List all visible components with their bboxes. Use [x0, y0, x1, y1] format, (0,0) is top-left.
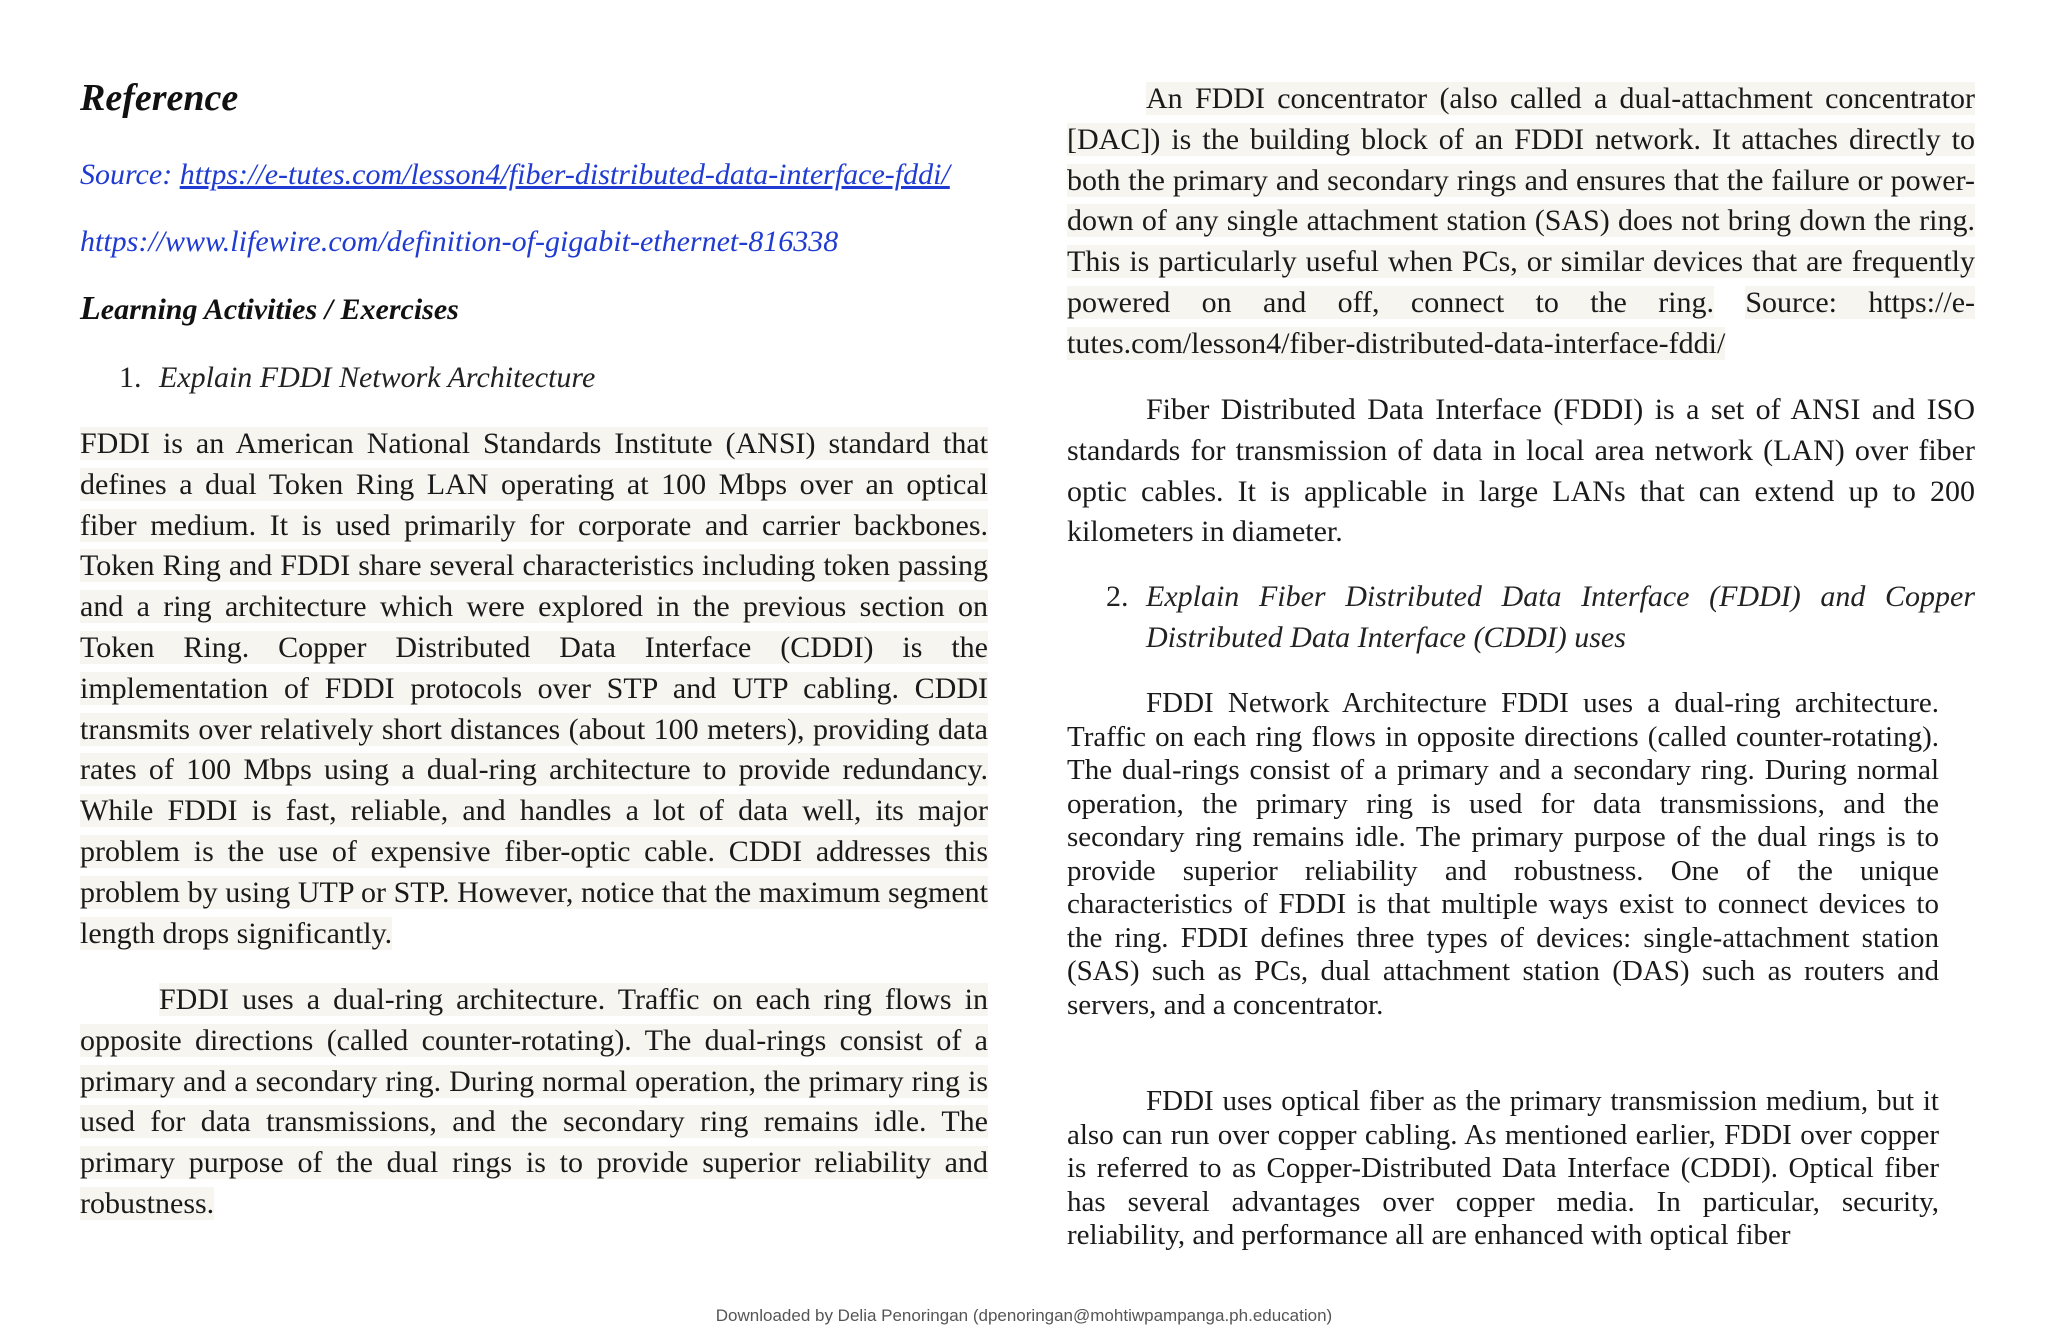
- paragraph-concentrator-source: Source: https://e-tutes.com/lesson4/fiber-distributed-data-interface-fddi/: [1067, 285, 1975, 360]
- exercise-text-2: Explain Fiber Distributed Data Interface (FDDI) and Copper Distributed Data Interface (CDDI) uses: [1146, 580, 1975, 654]
- paragraph-fddi-standard: [80, 424, 988, 954]
- paragraph-fddi-definition: Fiber Distributed Data Interface (FDDI) is a set of ANSI and ISO standards for transmission of data in local area network (LAN) over fiber optic cables. It is applicable in large LANs that can extend up to 200 kilometers in diameter.: [1067, 393, 1975, 549]
- activities-heading-initial: L: [80, 290, 101, 327]
- source-line: [80, 158, 950, 192]
- source-prefix: Source:: [80, 158, 180, 191]
- exercise-item-1: [119, 358, 979, 399]
- paragraph-network-architecture: FDDI Network Architecture FDDI uses a dual-ring architecture. Traffic on each ring flows in opposite directions (called counter-rotating). The dual-rings consist of a primary and a secondary ring. During normal operation, the primary ring is used for data transmissions, and the secondary ring remains idle. The primary purpose of the dual rings is to provide superior reliability and robustness. One of the unique characteristics of FDDI is that multiple ways exist to connect devices to the ring. FDDI defines three types of devices: single-attachment station (SAS) such as PCs, dual attachment station (DAS) such as routers and servers, and a concentrator.: [1067, 687, 1939, 1021]
- exercise-text-1: Explain FDDI Network Architecture: [159, 361, 596, 394]
- reference-heading: Reference: [80, 77, 239, 119]
- paragraph-dual-ring-text: FDDI uses a dual-ring architecture. Traffic on each ring flows in opposite directions (called counter-rotating). The dual-rings consist of a primary and a secondary ring. During normal operation, the primary ring is used for data transmissions, and the secondary ring remains idle. The primary purpose of the dual rings is to provide superior reliability and robustness.: [80, 983, 988, 1220]
- exercise-number-1: 1.: [119, 361, 142, 394]
- exercise-item-2: [1106, 577, 1975, 659]
- activities-heading: [80, 290, 459, 328]
- paragraph-dual-ring: [80, 980, 988, 1225]
- source-link[interactable]: https://e-tutes.com/lesson4/fiber-distributed-data-interface-fddi/: [179, 158, 950, 191]
- paragraph-fddi-standard-text: FDDI is an American National Standards Institute (ANSI) standard that defines a dual Token Ring LAN operating at 100 Mbps over an optical fiber medium. It is used primarily for corporate and carrier backbones. Token Ring and FDDI share several characteristics including token passing and a ring architecture which were explored in the previous section on Token Ring. Copper Distributed Data Interface (CDDI) is the implementation of FDDI protocols over STP and UTP cabling. CDDI transmits over relatively short distances (about 100 meters), providing data rates of 100 Mbps using a dual-ring architecture to provide redundancy. While FDDI is fast, reliable, and handles a lot of data well, its major problem is the use of expensive fiber-optic cable. CDDI addresses this problem by using UTP or STP. However, notice that the maximum segment length drops significantly.: [80, 427, 988, 950]
- paragraph-concentrator: [1067, 79, 1975, 365]
- activities-heading-rest: earning Activities / Exercises: [100, 293, 459, 326]
- paragraph-optical-fiber: FDDI uses optical fiber as the primary transmission medium, but it also can run over copper cabling. As mentioned earlier, FDDI over copper is referred to as Copper-Distributed Data Interface (CDDI). Optical fiber has several advantages over copper media. In particular, security, reliability, and performance all are enhanced with optical fiber: [1067, 1085, 1939, 1251]
- lifewire-link[interactable]: https://www.lifewire.com/definition-of-gigabit-ethernet-816338: [80, 225, 839, 258]
- paragraph-concentrator-text: An FDDI concentrator (also called a dual-attachment concentrator [DAC]) is the building block of an FDDI network. It attaches directly to both the primary and secondary rings and ensures that the failure or power-down of any single attachment station (SAS) does not bring down the ring. This is particularly useful when PCs, or similar devices that are frequently powered on and off, connect to the ring.: [1067, 82, 1975, 319]
- download-footer: Downloaded by Delia Penoringan (dpenoringan@mohtiwpampanga.ph.education): [715, 1306, 1333, 1325]
- exercise-number-2: 2.: [1106, 580, 1129, 613]
